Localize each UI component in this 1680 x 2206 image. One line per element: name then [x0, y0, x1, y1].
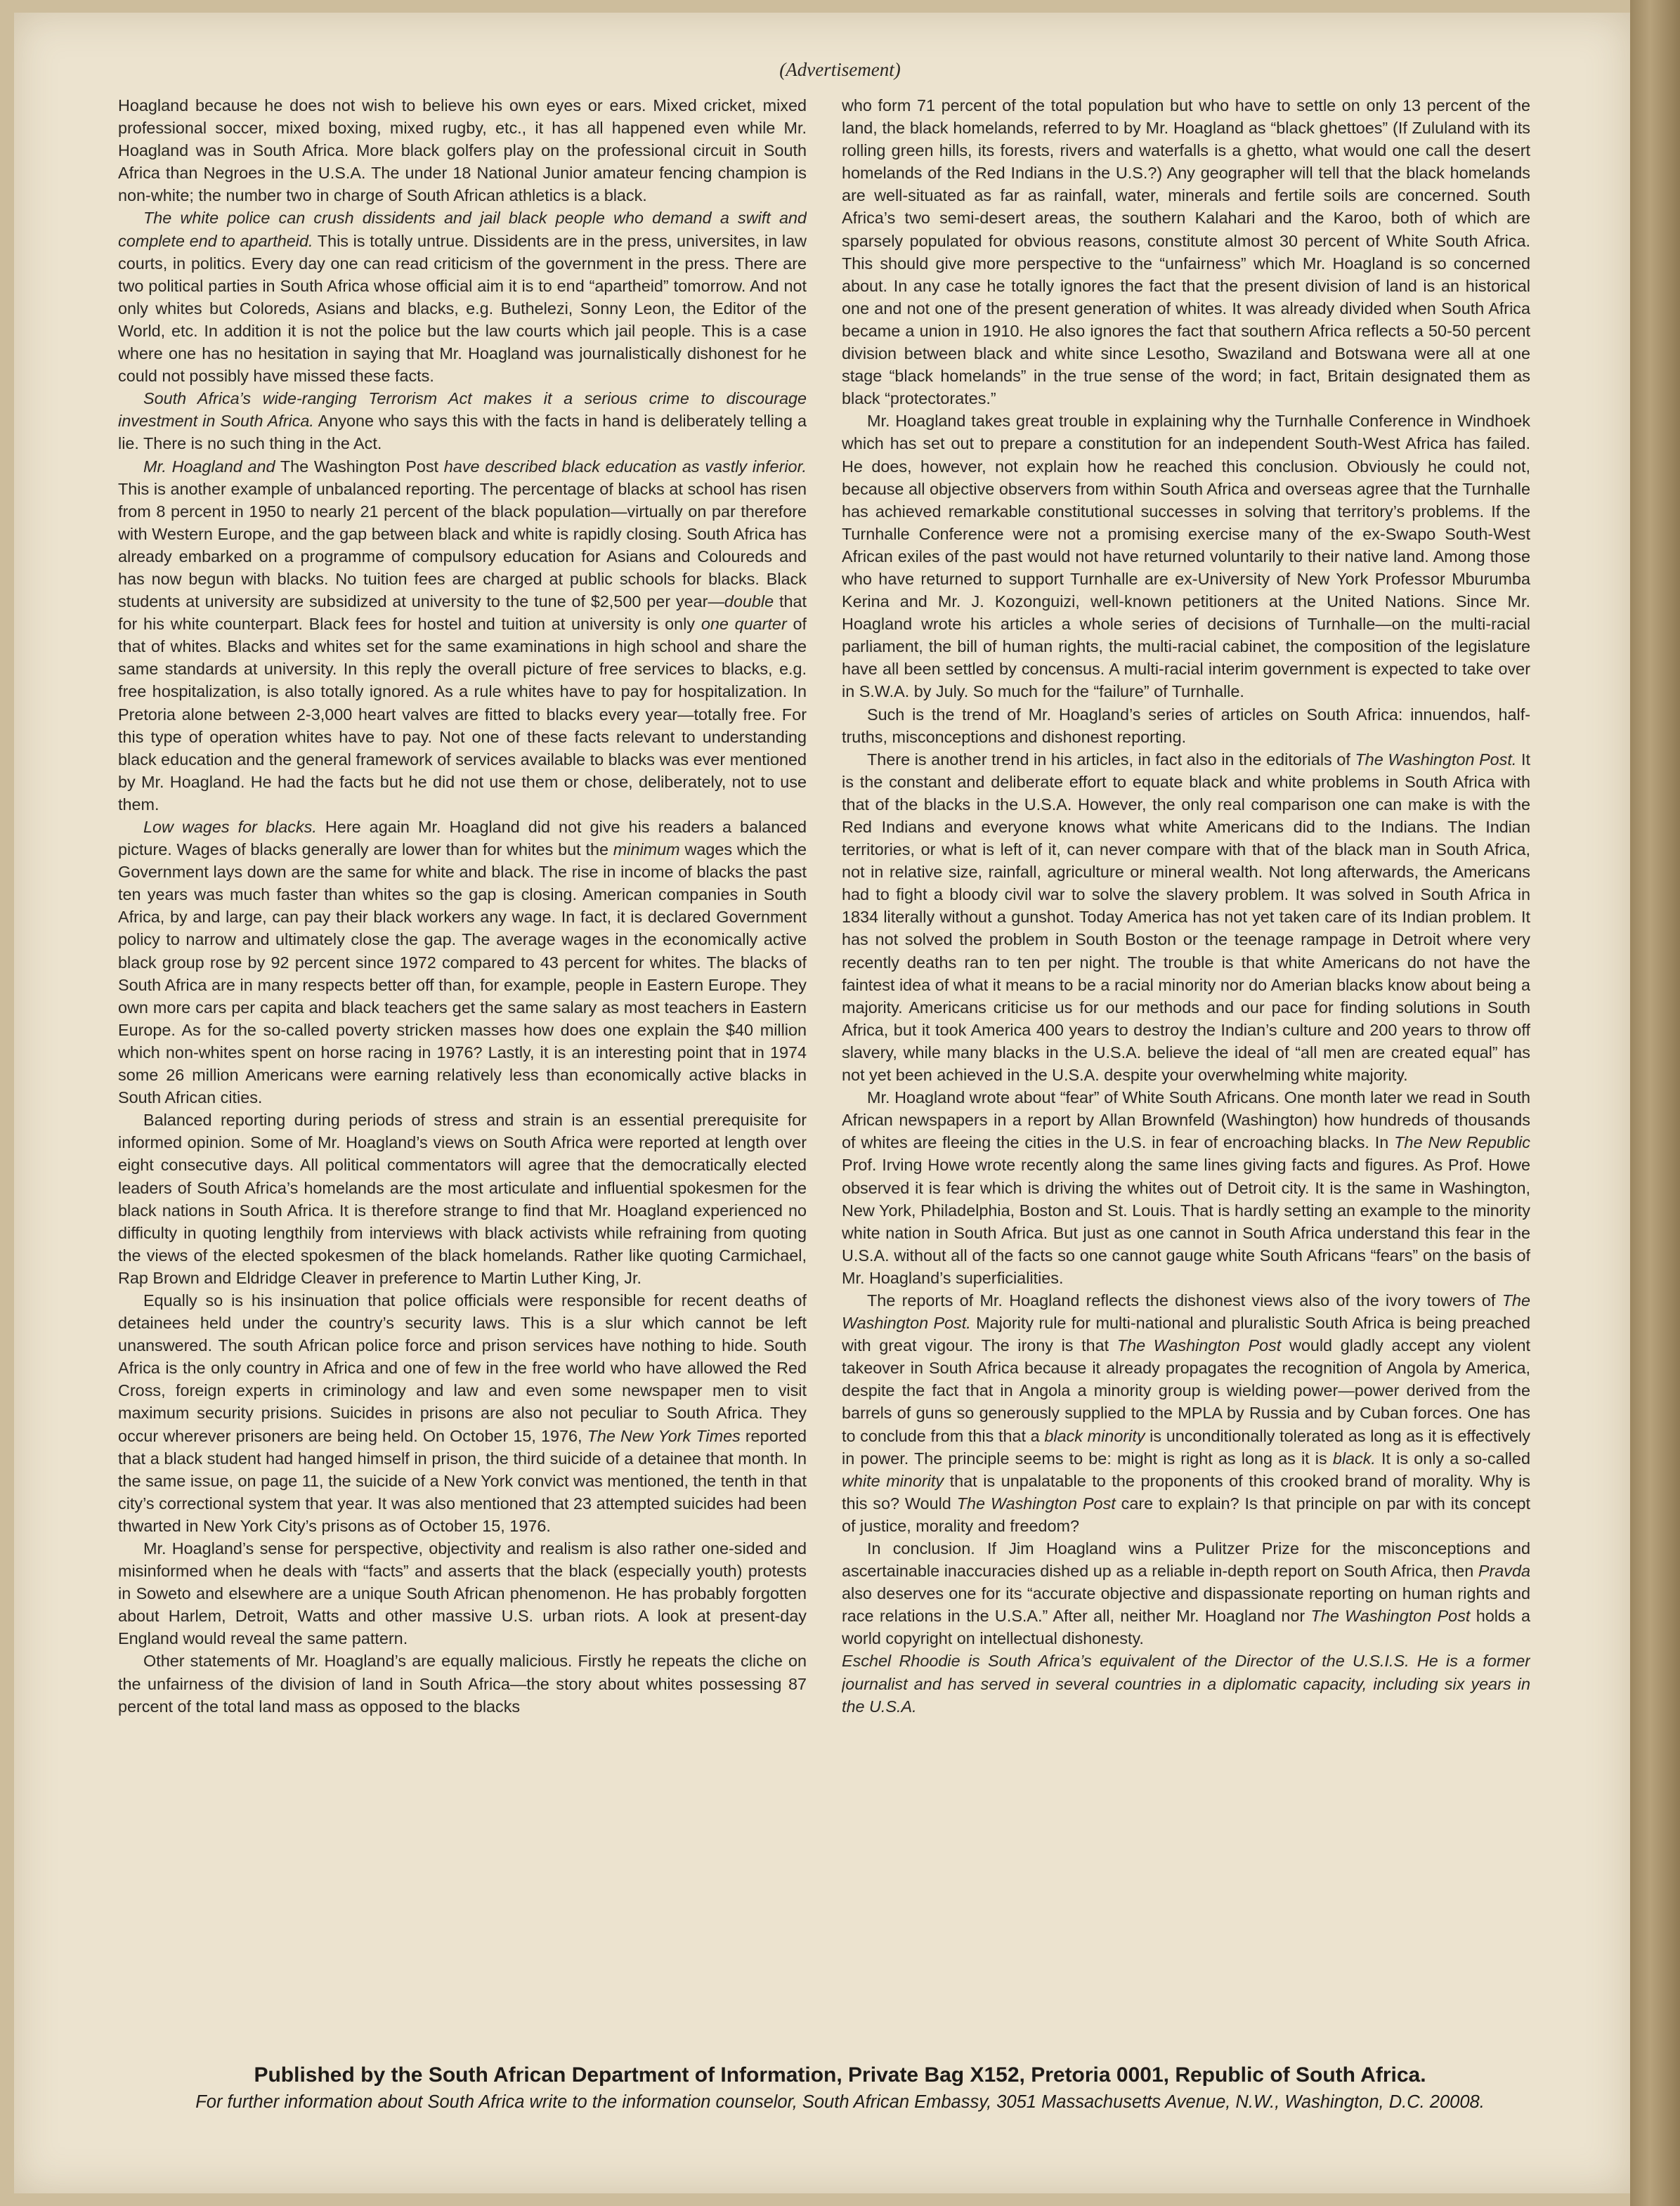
italic-text: black minority: [1044, 1426, 1145, 1445]
paragraph: [842, 94, 1530, 410]
text-run: Mr. Hoagland wrote about “fear” of White South Africans. One month later we read in South African newspapers in a report by Allan Brownfeld (Washington) how hundreds of thousands of whites are fleeing the cities in the U.S. in fear of encroaching blacks. In: [842, 1088, 1530, 1152]
publisher-line: Published by the South African Department of Information, Private Bag X152, Pretoria 0001, Republic of South Africa.: [254, 2063, 1426, 2087]
italic-text: South Africa’s wide-ranging Terrorism Act makes it a serious crime to discourage investment in South Africa.: [118, 389, 807, 431]
italic-text: The white police can crush dissidents and jail black people who demand a swift and complete end to apartheid.: [118, 209, 807, 250]
text-run: that is unpalatable to the proponents of this crooked brand of morality. Why is this so? Would: [842, 1471, 1530, 1513]
text-run: Equally so is his insinuation that police officials were responsible for recent deaths of detainees held under the country’s security laws. This is a slur which cannot be left unanswered. The south African police force and prison services have nothing to hide. South Africa is the only country in Africa and one of few in the free world who have allowed the Red Cross, foreign experts in criminology and law and even some newspaper men to visit maximum security prisions. Suicides in prisons are also not peculiar to South Africa. They occur wherever prisoners are being held. On October 15, 1976,: [118, 1291, 807, 1445]
text-run: Other statements of Mr. Hoagland’s are equally malicious. Firstly he repeats the cliche on the unfairness of the division of land in South Africa—the story about whites possessing 87 percent of the total land mass as opposed to the blacks: [118, 1652, 807, 1716]
text-run: The reports of Mr. Hoagland reflects the dishonest views also of the ivory towers of: [867, 1291, 1502, 1310]
italic-text: Pravda: [1478, 1562, 1530, 1581]
paragraph: [118, 1109, 807, 1289]
text-run: Here again Mr. Hoagland did not give his readers a balanced picture. Wages of blacks generally are lower than for whites but the: [118, 818, 807, 859]
text-run: also deserves one for its “accurate objective and dispassionate reporting on human rights and race relations in the U.S.A.” After all, neither Mr. Hoagland nor: [842, 1584, 1530, 1626]
paragraph: [842, 1086, 1530, 1289]
text-run: who form 71 percent of the total population but who have to settle on only 13 percent of the land, the black homelands, referred to by Mr. Hoagland as “black ghettoes” (If Zululand with its rolling green hills, its forests, rivers and waterfalls is a ghetto, what would one call the desert homelands of the Red Indians in the U.S.?) Any geographer will tell that the black homelands are well-situated as far as rainfall, water, minerals and fertile soils are concerned. South Africa’s two semi-desert areas, the southern Kalahari and the Karoo, both of which are sparsely populated for obvious reasons, constitute almost 30 percent of White South Africa. This should give more perspective to the “unfairness” which Mr. Hoagland is so concerned about. In any case he totally ignores the fact that the present division of land is an historical one and not one of the present generation of whites. It was already divided when South Africa became a union in 1910. He also ignores the fact that southern Africa reflects a 50-50 percent division between black and white since Lesotho, Swaziland and Botswana were all at one stage “black homelands” in the true sense of the word; in fact, Britain designated them as black “protectorates.”: [842, 96, 1530, 408]
italic-text: The Washington Post: [1116, 1336, 1282, 1355]
page-edge: [1630, 0, 1680, 2206]
text-run: Mr. Hoagland takes great trouble in explaining why the Turnhalle Conference in Windhoek which has set out to prepare a constitution for an independent South-West Africa has failed. He does, however, not explain how he reached this conclusion. Obviously he could not, because all objective observers from within South Africa and overseas agree that the Turnhalle has achieved remarkable constitutional successes in solving that territory’s problems. If the Turnhalle Conference were not a promising exercise many of the ex-Swapo South-West African exiles of the past would not have returned voluntarily to their native land. Among those who have returned to support Turnhalle are ex-University of New York Professor Mburumba Kerina and Mr. J. Kozonguizi, well-known petitioners at the United Nations. Since Mr. Hoagland wrote his articles a whole series of decisions of Turnhalle—on the multi-racial parliament, the bill of human rights, the multi-racial cabinet, the composition of the legislature have all been settled by concensus. A multi-racial interim government is expected to take over in S.W.A. by July. So much for the “failure” of Turnhalle.: [842, 412, 1530, 701]
italic-text: one quarter: [701, 615, 787, 634]
paragraph: [842, 748, 1530, 1086]
advertisement-header: (Advertisement): [779, 59, 901, 80]
italic-text: Low wages for blacks.: [143, 818, 317, 836]
text-run: is unconditionally tolerated as long as it is effectively in power. The principle seems to be: might is right as long as it is: [842, 1426, 1530, 1468]
italic-text: white minority: [842, 1471, 944, 1490]
italic-text: The Washington Post.: [1355, 750, 1517, 769]
italic-text: Mr. Hoagland and: [143, 457, 275, 476]
italic-text: The Washington Post: [1310, 1607, 1471, 1626]
text-run: reported that a black student had hanged himself in prison, the third suicide of a detainee that month. In the same issue, on page 11, the suicide of a New York convict was mentioned, the tenth in that city’s correctional system that year. It was also mentioned that 23 attempted suicides had been thwarted in New York City’s prisons as of October 15, 1976.: [118, 1426, 807, 1535]
author-bio: Eschel Rhoodie is South Africa’s equivalent of the Director of the U.S.I.S. He is a former journalist and has served in several countries in a diplomatic capacity, including six years in the U.S.A.: [842, 1652, 1530, 1716]
text-run: wages which the Government lays down are the same for white and black. The rise in income of blacks the past ten years was much faster than whites so the gap is closing. American companies in South Africa, by and large, can pay their black workers any wage. In fact, it is declared Government policy to narrow and ultimately close the gap. The average wages in the economically active black group rose by 92 percent since 1972 compared to 43 percent for whites. The blacks of South Africa are in many respects better off than, for example, people in Eastern Europe. They own more cars per capita and black teachers get the same salary as most teachers in Eastern Europe. As for the so-called poverty stricken masses how does one explain the $40 million which non-whites spent on horse racing in 1976? Lastly, it is an interesting point that in 1974 some 26 million Americans were earning relatively less than economically active blacks in South African cities.: [118, 840, 807, 1107]
text-run: There is another trend in his articles, in fact also in the editorials of: [867, 750, 1355, 769]
paragraph: [118, 387, 807, 455]
italic-text: The Washington Post: [956, 1494, 1116, 1513]
text-run: In conclusion. If Jim Hoagland wins a Pulitzer Prize for the misconceptions and ascertainable inaccuracies dished up as a reliable in-depth report on South Africa, then: [842, 1539, 1530, 1581]
contact-line: For further information about South Africa write to the information counselor, South African Embassy, 3051 Massachusetts Avenue, N.W., Washington, D.C. 20008.: [195, 2092, 1485, 2112]
footer: [0, 2061, 1680, 2115]
italic-text: minimum: [613, 840, 680, 859]
left-column: [118, 94, 807, 2054]
right-column: [842, 94, 1530, 2054]
text-run: It is the constant and deliberate effort to equate black and white problems in South Africa with that of the blacks in the U.S.A. However, the only real comparison one can make is with the Red Indians and everyone knows what white Americans did to the Indians. The Indian territories, or what is left of it, can never compare with that of the black man in South Africa, not in relative size, rainfall, agriculture or mineral wealth. Not long afterwards, the Americans had to fight a bloody civil war to solve the slavery problem. It was solved in South Africa in 1834 literally without a gunshot. Today America has not yet taken care of its Indian problem. It has not solved the problem in South Boston or the teenage rampage in Detroit where very recently deaths ran to ten per night. The trouble is that white Americans do not have the faintest idea of what it means to be a racial minority nor do Amerian blacks know about being a majority. Americans criticise us for our methods and our pace for finding solutions in South Africa, but it took America 400 years to destroy the Indian’s culture and 200 years to throw off slavery, while many blacks in the U.S.A. believe the ideal of “all men are created equal” has not yet been achieved in the U.S.A. despite your overwhelming white majority.: [842, 750, 1530, 1085]
text-run: holds a world copyright on intellectual dishonesty.: [842, 1607, 1530, 1648]
paragraph: [118, 207, 807, 387]
italic-text: The New York Times: [587, 1426, 741, 1445]
italic-text: double: [724, 592, 774, 611]
paragraph: [118, 94, 807, 207]
paragraph: [842, 703, 1530, 748]
paragraph: [118, 1650, 807, 1717]
paragraph: [118, 816, 807, 1109]
text-run: that for his white counterpart. Black fees for hostel and tuition at university is only: [118, 592, 807, 634]
text-run: of that of whites. Blacks and whites set for the same examinations in high school and share the same standards at university. In this reply the overall picture of free services to blacks, e.g. free hospitalization, is also totally ignored. As a rule whites have to pay for hospitalization. In Pretoria alone between 2-3,000 heart valves are fitted to blacks every year—totally free. For this type of operation whites have to pay. Not one of these facts relevant to understanding black education and the general framework of services available to blacks was ever mentioned by Mr. Hoagland. He had the facts but he did not use them or chose, deliberately, not to use them.: [118, 615, 807, 814]
text-run: Majority rule for multi-national and pluralistic South Africa is being preached with great vigour. The irony is that: [842, 1314, 1530, 1355]
text-run: care to explain? Is that principle on par with its concept of justice, morality and freedom?: [842, 1494, 1530, 1535]
text-run: would gladly accept any violent takeover in South Africa because it already propagates the recognition of Angola by America, despite the fact that in Angola a minority group is wielding power—power derived from the barrels of guns so generously supplied to the MPLA by Russia and by Cuban forces. One has to conclude from this that a: [842, 1336, 1530, 1445]
italic-text: The Washington Post.: [842, 1291, 1530, 1333]
paragraph: [842, 1289, 1530, 1537]
italic-text: black.: [1332, 1449, 1376, 1468]
text-run: Hoagland because he does not wish to believe his own eyes or ears. Mixed cricket, mixed professional soccer, mixed boxing, mixed rugby, etc., it has all happened even while Mr. Hoagland was in South Africa. More black golfers play on the professional circuit in South Africa than Negroes in the U.S.A. The under 18 National Junior amateur fencing champion is non-white; the number two in charge of South African athletics is a black.: [118, 96, 807, 205]
text-run: This is totally untrue. Dissidents are in the press, universites, in law courts, in politics. Every day one can read criticism of the government in the press. There are two political parties in South Africa whose official aim it is to end “apartheid” tomorrow. And not only whites but Coloreds, Asians and blacks, e.g. Buthelezi, Sonny Leon, the Editor of the World, etc. In addition it is not the police but the law courts which jail people. This is a case where one has no hesitation in saying that Mr. Hoagland was journalistically dishonest for he could not possibly have missed these facts.: [118, 231, 807, 386]
paragraph: [118, 1289, 807, 1537]
paragraph: [842, 410, 1530, 703]
italic-text: have described black education as vastly inferior.: [443, 457, 807, 476]
paragraph: [118, 1537, 807, 1650]
italic-text: The New Republic: [1394, 1133, 1530, 1152]
text-run: It is only a so-called: [1375, 1449, 1530, 1468]
text-run: This is another example of unbalanced reporting. The percentage of blacks at school has risen from 8 percent in 1950 to nearly 21 percent of the black population—virtually on par therefore with Western Europe, and the gap between black and white is rapidly closing. South Africa has already embarked on a programme of compulsory education for Asians and Coloureds and has now begun with blacks. No tuition fees are charged at public schools for blacks. Black students at university are subsidized at university to the tune of $2,500 per year—: [118, 479, 807, 611]
paragraph: [842, 1537, 1530, 1650]
text-run: Prof. Irving Howe wrote recently along the same lines giving facts and figures. As Prof. Howe observed it is fear which is driving the whites out of Detroit city. It is the same in Washington, New York, Philadelphia, Boston and St. Louis. That is hardly setting an example to the minority white nation in South Africa. But just as one cannot in South Africa understand this fear in the U.S.A. without all of the facts so one cannot gauge white South Africans “fears” on the basis of Mr. Hoagland’s superficialities.: [842, 1156, 1530, 1287]
text-run: The Washington Post: [275, 457, 444, 476]
text-run: Such is the trend of Mr. Hoagland’s series of articles on South Africa: innuendos, half-truths, misconceptions and dishonest reporting.: [842, 705, 1530, 746]
text-run: Balanced reporting during periods of stress and strain is an essential prerequisite for informed opinion. Some of Mr. Hoagland’s views on South Africa were reported at length over eight consecutive days. All political commentators will agree that the democratically elected leaders of South Africa’s homelands are the most articulate and influential spokesmen for the black nations in South Africa. It is therefore strange to find that Mr. Hoagland experienced no difficulty in quoting lengthily from interviews with black activists while refraining from quoting the views of the elected spokesmen of the black homelands. Rather like quoting Carmichael, Rap Brown and Eldridge Cleaver in preference to Martin Luther King, Jr.: [118, 1111, 807, 1287]
paragraph: [118, 455, 807, 816]
text-run: Anyone who says this with the facts in hand is deliberately telling a lie. There is no such thing in the Act.: [118, 412, 807, 453]
text-run: Mr. Hoagland’s sense for perspective, objectivity and realism is also rather one-sided and misinformed when he deals with “facts” and asserts that the black (especially youth) protests in Soweto and elsewhere are a unique South African phenomenon. He has probably forgotten about Harlem, Detroit, Watts and other massive U.S. urban riots. A look at present-day England would reveal the same pattern.: [118, 1539, 807, 1648]
right-column-body: [842, 94, 1530, 1650]
